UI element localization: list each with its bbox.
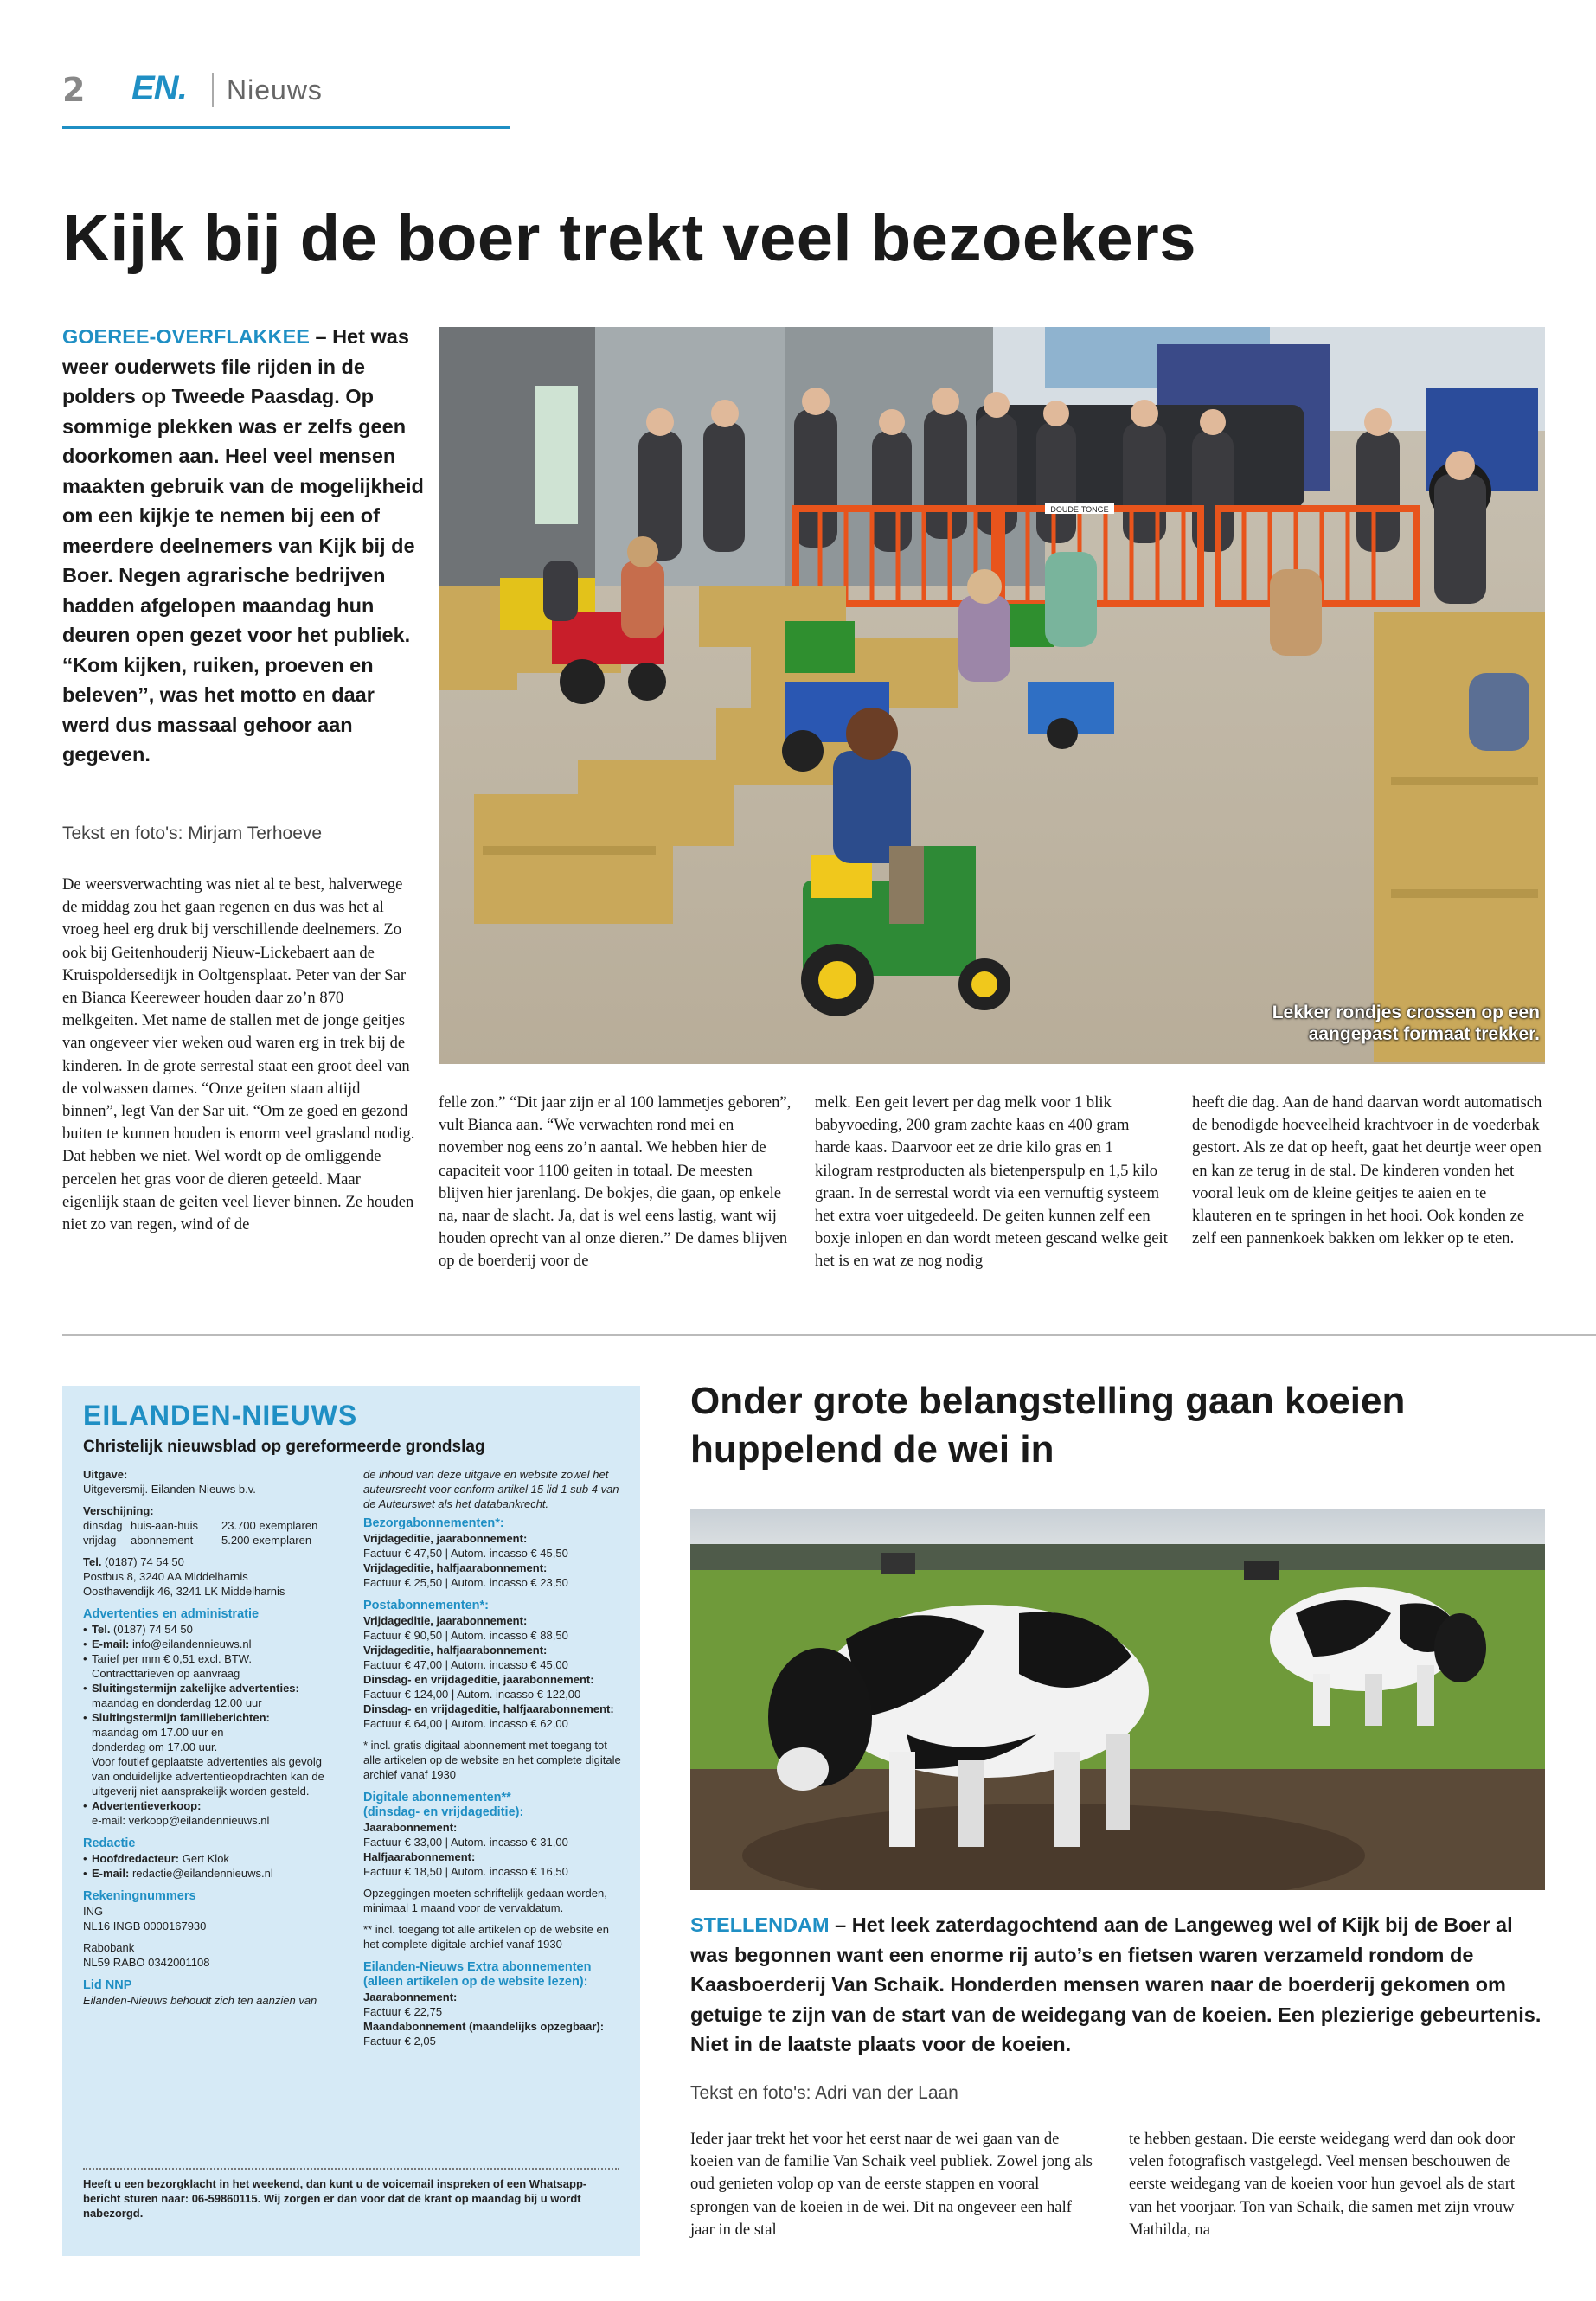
verschijning-row [83,1533,343,1548]
article1-photo-caption: Lekker rondjes crossen op een aangepast formaat trekker. [1272,1003,1540,1044]
uitgave-text: Uitgeversmij. Eilanden-Nieuws b.v. [83,1483,256,1496]
price-label: Vrijdageditie, halfjaarabonnement: [363,1561,548,1574]
price-value: Factuur € 18,50 | Autom. incasso € 16,50 [363,1865,568,1878]
adv-tarief: • Tarief per mm € 0,51 excl. BTW. Contracttarieven op aanvraag [83,1651,343,1681]
article2-credit: Tekst en foto's: Adri van der Laan [690,2083,958,2103]
cows-meadow-photo [690,1509,1545,1890]
price-value: Factuur € 22,75 [363,2005,443,2018]
header-rule [62,126,510,129]
photo-sign-text: DOUDE-TONGE [1050,505,1109,514]
article1-column-3: melk. Een geit levert per dag melk voor 1 blik babyvoeding, 200 gram zachte kaas en 400 gram harde kaas. Daarvoor eet ze drie kilo gras en 1 kilogram restproducten als bietenperspulp en 1,5 kilo graan. In de serrestal wordt via een vernuftig systeem het extra voer uitgedeeld. De geiten kunnen zelf een boxje inlopen en dan wordt meteen gescand welke geit het is en wat ze nog nodig [815,1093,1168,1271]
phone-line: Tel. (0187) 74 54 50 [83,1555,184,1568]
price-value: Factuur € 2,05 [363,2035,436,2048]
adv-verkoop: • Advertentieverkoop: e-mail: verkoop@eilandennieuws.nl [83,1798,343,1828]
article1-column-1: De weersverwachting was niet al te best, halverwege de middag zou het gaan regenen en dus was het al vroeg heel erg druk bij verschillende deelnemers. Zo ook bij Geitenhouderij Nieuw-Lickebaert aan de Kruispoldersedijk in Ooltgensplaat. Peter van der Sar en Bianca Keereweer houden daar zo’n 870 melkgeiten. Met name de stallen met de jonge geitjes van ongeveer vier weken oud waren erg in trek bij de kinderen. In de grote serrestal staat een groot deel van de volwassen dames. “Onze geiten staan altijd binnen”, legt Van der Sar uit. “Om ze goed en gezond buiten te kunnen houden is enorm veel grasland nodig. Dat hebben we niet. Wel wordt op de omliggende percelen het gras voor de dieren geteeld. Maar eigenlijk staan de geiten veel liever binnen. Ze houden niet zo van regen, wind of de [62,875,415,1234]
price-value: Factuur € 124,00 | Autom. incasso € 122,00 [363,1688,581,1701]
nnp-heading: Lid NNP [83,1978,132,1992]
postbus-address: Postbus 8, 3240 AA Middelharnis [83,1570,248,1583]
verschijning-row [83,1518,343,1533]
advertenties-heading: Advertenties en administratie [83,1607,260,1621]
article1-column-4: heeft die dag. Aan de hand daarvan wordt automatisch de benodigde hoeveelheid krachtvoer in de voederbak gestort. Als ze dat op heeft, gaat het deurtje weer open en kan ze terug in de stal. De kinderen vonden het vooral leuk om de kleine geitjes te aaien en te klauteren en te springen in het hooi. Ook konden ze zelf een pannenkoek bakken om lekker op te eten. [1192,1093,1542,1248]
article2-column-2: te hebben gestaan. Die eerste weidegang werd dan ook door velen fotografisch vastgelegd. Veel mensen beschouwen de eerste weidegang van de koeien voor hun gevoel als de start van het voorjaar. Ton van Schaik, die samen met zijn vrouw Mathilda, na [1129,2130,1516,2239]
adv-email: • E-mail: info@eilandennieuws.nl [83,1637,343,1651]
auteursrecht-text: de inhoud van deze uitgave en website zowel het auteursrecht voor conform artikel 15 lid 1 sub 4 van de Auteurswet als het databankrecht. [363,1468,619,1510]
price-label: Halfjaarabonnement: [363,1850,476,1863]
rekeningnummers-heading: Rekeningnummers [83,1889,196,1903]
verschijning-count: 23.700 exemplaren [221,1519,318,1532]
price-value: Factuur € 47,00 | Autom. incasso € 45,00 [363,1658,568,1671]
article1-credit: Tekst en foto's: Mirjam Terhoeve [62,824,323,843]
price-value: Factuur € 64,00 | Autom. incasso € 62,00 [363,1717,568,1730]
bank-ing: ING [83,1905,104,1918]
article1-lede [62,322,424,770]
colophon-right-column [363,1467,623,2048]
article2-lede [690,1910,1555,2060]
verschijning-type: huis-aan-huis [131,1519,199,1532]
article2-column-1: Ieder jaar trekt het voor het eerst naar de wei gaan van de koeien van de familie Van Schaik veel publiek. Zowel jong als oud genieten volop op van de eerste stappen en vooral sprongen van de koeien in de wei. Dit na ongeveer een half jaar in de stal [690,2130,1093,2239]
bank-rabo: Rabobank [83,1941,135,1954]
price-label: Vrijdageditie, jaarabonnement: [363,1614,528,1627]
price-label: Jaarabonnement: [363,1990,458,2003]
note-digitaal: * incl. gratis digitaal abonnement met toegang tot alle artikelen op de website en het complete digitale archief vanaf 1930 [363,1739,621,1781]
colophon-subtitle: Christelijk nieuwsblad op gereformeerde grondslag [83,1438,485,1456]
article2-photo [690,1509,1545,1890]
article2-headline: Onder grote belangstelling gaan koeien huppelend de wei in [690,1380,1406,1471]
article1-photo [439,327,1545,1064]
article1-headline: Kijk bij de boer trekt veel bezoekers [62,202,1197,275]
adv-phone: • Tel. (0187) 74 54 50 [83,1622,343,1637]
brand-logo: EN. [131,69,187,107]
price-label: Maandabonnement (maandelijks opzegbaar): [363,2020,605,2033]
verschijning-count: 5.200 exemplaren [221,1534,312,1547]
colophon-dotted-rule [83,2168,619,2170]
bank-ing-number: NL16 INGB 0000167930 [83,1920,207,1932]
post-heading: Postabonnementen*: [363,1599,490,1612]
price-value: Factuur € 47,50 | Autom. incasso € 45,50 [363,1547,568,1560]
verschijning-type: abonnement [131,1534,194,1547]
bank-rabo-number: NL59 RABO 0342001108 [83,1956,210,1969]
colophon-left-column [83,1467,343,2008]
extra-heading: Eilanden-Nieuws Extra abonnementen (alleen artikelen op de website lezen): [363,1960,592,1989]
price-value: Factuur € 90,50 | Autom. incasso € 88,50 [363,1629,568,1642]
redactie-heading: Redactie [83,1836,136,1850]
colophon-footer: Heeft u een bezorgklacht in het weekend, dan kunt u de voicemail inspreken of een Whatsapp-bericht sturen naar: 06-59860115. Wij zorgen er dan voor dat de krant op maandag bij u wordt nabezorgd. [83,2177,587,2220]
verschijning-heading: Verschijning: [83,1504,154,1517]
farm-tractor-photo [439,327,1545,1064]
article1-lede-text: – Het was weer ouderwets file rijden in de polders op Tweede Paasdag. Op sommige plekken was er zelfs geen doorkomen aan. Heel veel mensen maakten gebruik van de mogelijkheid om een kijkje te nemen bij een of meerdere deelnemers van Kijk bij de Boer. Negen agrarische bedrijven hadden afgelopen maandag hun deuren open gezet voor het publiek. ‘‘Kom kijken, ruiken, proeven en beleven’’, was het motto en daar werd dus massaal gehoor aan gegeven. [62,325,424,766]
article1-dateline: GOEREE-OVERFLAKKEE [62,325,310,348]
advertenties-list [83,1622,343,1828]
opzeg-text: Opzeggingen moeten schriftelijk gedaan worden, minimaal 1 maand voor de vervaldatum. [363,1887,607,1914]
hoofdredacteur: • Hoofdredacteur: Gert Klok [83,1851,343,1866]
uitgave-heading: Uitgave: [83,1468,128,1481]
price-label: Dinsdag- en vrijdageditie, jaarabonnement: [363,1673,594,1686]
redactie-list [83,1851,343,1881]
street-address: Oosthavendijk 46, 3241 LK Middelharnis [83,1585,285,1598]
verschijning-day: vrijdag [83,1534,117,1547]
article2-lede-text: – Het leek zaterdagochtend aan de Langeweg wel of Kijk bij de Boer al was begonnen want een enorme rij auto’s en fietsen waren verzameld rondom de Kaasboerderij Van Schaik. Honderden mensen waren naar de boerderij gekomen om getuige te zijn van de start van de weidegang van de koeien. Een plezierige gebeurtenis. Niet in de laatste plaats voor de koeien. [690,1913,1542,2055]
digitaal-heading: Digitale abonnementen** (dinsdag- en vrijdageditie): [363,1791,524,1819]
article1-column-2: felle zon.” “Dit jaar zijn er al 100 lammetjes geboren”, vult Bianca aan. “We verwachten rond mei en november nog eens zo’n aantal. We hebben hier de capaciteit voor 1100 geiten in totaal. De meesten blijven hier jarenlang. De bokjes, die gaan, op enkele na, naar de slacht. Ja, dat is wel eens lastig, want wij houden oprecht van al onze dieren.” De dames blijven op de boerderij voor de [439,1093,792,1271]
adv-sluiting-familie: • Sluitingstermijn familieberichten: maandag om 17.00 uur en donderdag om 17.00 uur. Voor foutief geplaatste advertenties als gevolg van onduidelijke advertentieopdrachten kan de uitgeverij niet aansprakelijk worden gesteld. [83,1710,343,1798]
bezorg-heading: Bezorgabonnementen*: [363,1516,504,1530]
price-value: Factuur € 33,00 | Autom. incasso € 31,00 [363,1836,568,1849]
price-label: Vrijdageditie, jaarabonnement: [363,1532,528,1545]
redactie-email: • E-mail: redactie@eilandennieuws.nl [83,1866,343,1881]
verschijning-day: dinsdag [83,1519,123,1532]
price-label: Vrijdageditie, halfjaarabonnement: [363,1644,548,1657]
header-separator [212,73,214,107]
price-label: Dinsdag- en vrijdageditie, halfjaarabonnement: [363,1702,614,1715]
note-website: ** incl. toegang tot alle artikelen op de website en het complete digitale archief vanaf 1930 [363,1923,610,1951]
nnp-text: Eilanden-Nieuws behoudt zich ten aanzien van [83,1994,317,2007]
adv-sluiting-zakelijk: • Sluitingstermijn zakelijke advertenties: maandag en donderdag 12.00 uur [83,1681,343,1710]
price-value: Factuur € 25,50 | Autom. incasso € 23,50 [363,1576,568,1589]
section-divider [62,1334,1596,1336]
page-number: 2 [62,71,86,109]
section-label: Nieuws [227,74,323,106]
colophon-title: EILANDEN-NIEUWS [83,1400,358,1431]
price-label: Jaarabonnement: [363,1821,458,1834]
article2-dateline: STELLENDAM [690,1913,830,1936]
